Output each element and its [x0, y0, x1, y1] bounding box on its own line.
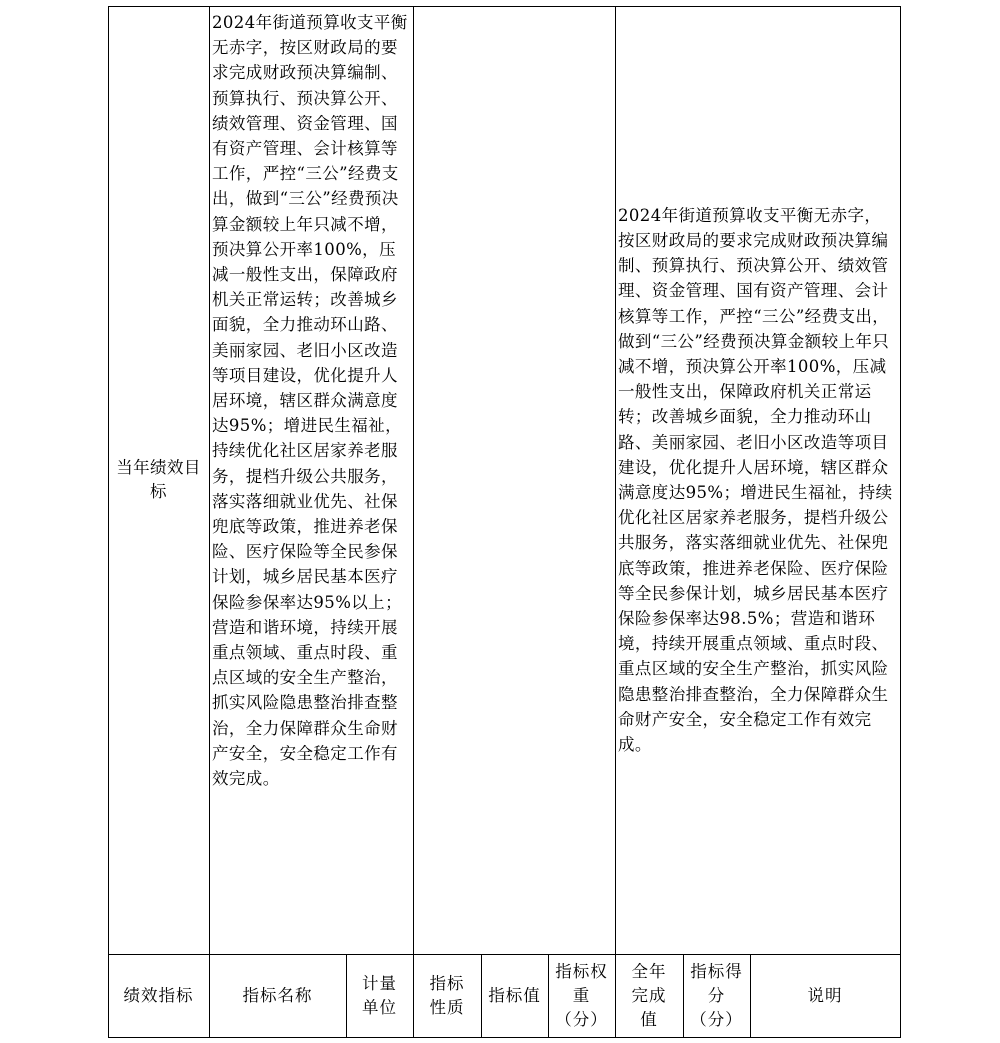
header-value-text: 指标值 — [488, 985, 541, 1005]
header-perf-indicator — [108, 954, 209, 1037]
header-annual-completion-text: 全年完成值 — [631, 961, 667, 1029]
column-divider — [481, 954, 482, 1038]
table-border-bottom — [108, 1037, 901, 1038]
goal-text-right: 2024年街道预算收支平衡无赤字，按区财政局的要求完成财政预决算编制、预算执行、预决算公开、绩效管理、资金管理、国有资产管理、会计核算等工作，严控“三公”经费支出，做到“三公”经费预决算金额较上年只减不增，预决算公开率100%，压减一般性支出，保障政府机关正常运转；改善城乡面貌，全力推动环山路、美丽家园、老旧小区改造等项目建设，优化提升人居环境，辖区群众满意度达95%；增进民生福祉，持续优化社区居家养老服务，提档升级公共服务，落实落细就业优先、社保兜底等政策，推进养老保险、医疗保险等全民参保计划，城乡居民基本医疗保险参保率达98.5%；营造和谐环境，持续开展重点领域、重点时段、重点区域的安全生产整治，抓实风险隐患整治排查整治，全力保障群众生命财产安全，安全稳定工作有效完成。 — [618, 205, 893, 755]
header-value — [481, 954, 548, 1037]
goal-row-label — [108, 6, 209, 954]
goal-empty-cell — [413, 6, 615, 954]
header-annual-completion — [615, 954, 683, 1037]
row-divider — [108, 954, 901, 955]
table-border-left — [108, 6, 109, 1038]
column-divider — [346, 954, 347, 1038]
column-divider — [683, 954, 684, 1038]
column-divider — [413, 6, 414, 1038]
header-weight — [548, 954, 615, 1037]
header-perf-indicator-text: 绩效指标 — [123, 985, 194, 1005]
header-weight-text: 指标权重（分） — [555, 961, 608, 1029]
header-remarks-text: 说明 — [807, 985, 843, 1005]
goal-text-left: 2024年街道预算收支平衡无赤字，按区财政局的要求完成财政预决算编制、预算执行、预决算公开、绩效管理、资金管理、国有资产管理、会计核算等工作，严控“三公”经费支出，做到“三公”经费预决算金额较上年只减不增，预决算公开率100%，压减一般性支出，保障政府机关正常运转；改善城乡面貌，全力推动环山路、美丽家园、老旧小区改造等项目建设，优化提升人居环境，辖区群众满意度达95%；增进民生福祉，持续优化社区居家养老服务，提档升级公共服务，落实落细就业优先、社保兜底等政策，推进养老保险、医疗保险等全民参保计划，城乡居民基本医疗保险参保率达95%以上；营造和谐环境，持续开展重点领域、重点时段、重点区域的安全生产整治，抓实风险隐患整治排查整治，全力保障群众生命财产安全，安全稳定工作有效完成。 — [212, 13, 408, 789]
header-nature-text: 指标性质 — [429, 973, 465, 1017]
column-divider — [615, 6, 616, 1038]
header-unit-text: 计量单位 — [362, 973, 397, 1017]
column-divider — [750, 954, 751, 1038]
header-score-text: 指标得分（分） — [690, 961, 743, 1029]
column-divider — [548, 954, 549, 1038]
table-border-right — [900, 6, 901, 1038]
header-remarks — [750, 954, 900, 1037]
goal-text-left-cell — [209, 6, 413, 954]
header-nature — [413, 954, 481, 1037]
header-unit — [346, 954, 413, 1037]
table-border-top — [108, 6, 901, 7]
header-score — [683, 954, 750, 1037]
header-indicator-name — [209, 954, 346, 1037]
header-indicator-name-text: 指标名称 — [242, 985, 313, 1005]
column-divider — [209, 6, 210, 1038]
goal-text-right-cell — [615, 6, 900, 954]
goal-row-label-text: 当年绩效目标 — [116, 458, 201, 501]
